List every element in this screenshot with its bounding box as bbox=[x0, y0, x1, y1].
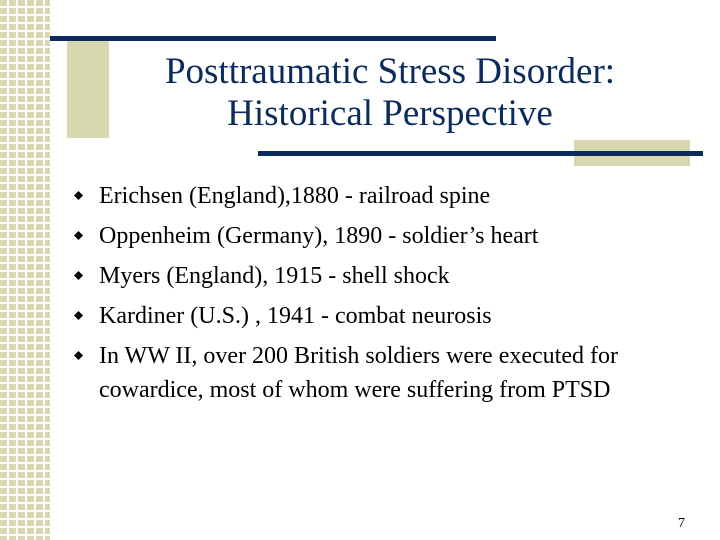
bullet-text: Oppenheim (Germany), 1890 - soldier’s heart bbox=[99, 223, 539, 249]
diamond-bullet-icon bbox=[74, 351, 83, 360]
title-top-bar bbox=[50, 36, 496, 41]
title-bottom-bar bbox=[258, 151, 703, 156]
bullet-item bbox=[74, 299, 684, 333]
bullet-text: Myers (England), 1915 - shell shock bbox=[99, 263, 450, 289]
slide-title bbox=[100, 51, 680, 135]
bullet-item bbox=[74, 259, 684, 293]
diamond-bullet-icon bbox=[74, 231, 83, 240]
page-number: 7 bbox=[678, 516, 685, 531]
bullet-text: Kardiner (U.S.) , 1941 - combat neurosis bbox=[99, 303, 492, 329]
bullet-item bbox=[74, 339, 684, 407]
bullet-item bbox=[74, 179, 684, 213]
diamond-bullet-icon bbox=[74, 311, 83, 320]
bullet-item bbox=[74, 219, 684, 253]
diamond-bullet-icon bbox=[74, 191, 83, 200]
bullet-text: In WW II, over 200 British soldiers were executed for cowardice, most of whom were suffering from PTSD bbox=[99, 343, 618, 403]
bullet-text: Erichsen (England),1880 - railroad spine bbox=[99, 183, 491, 209]
bullet-list bbox=[74, 179, 684, 413]
slide-title-line-1: Posttraumatic Stress Disorder: bbox=[164, 51, 616, 92]
left-decorative-band bbox=[0, 0, 50, 540]
diamond-bullet-icon bbox=[74, 271, 83, 280]
slide-title-line-2: Historical Perspective bbox=[227, 93, 553, 134]
